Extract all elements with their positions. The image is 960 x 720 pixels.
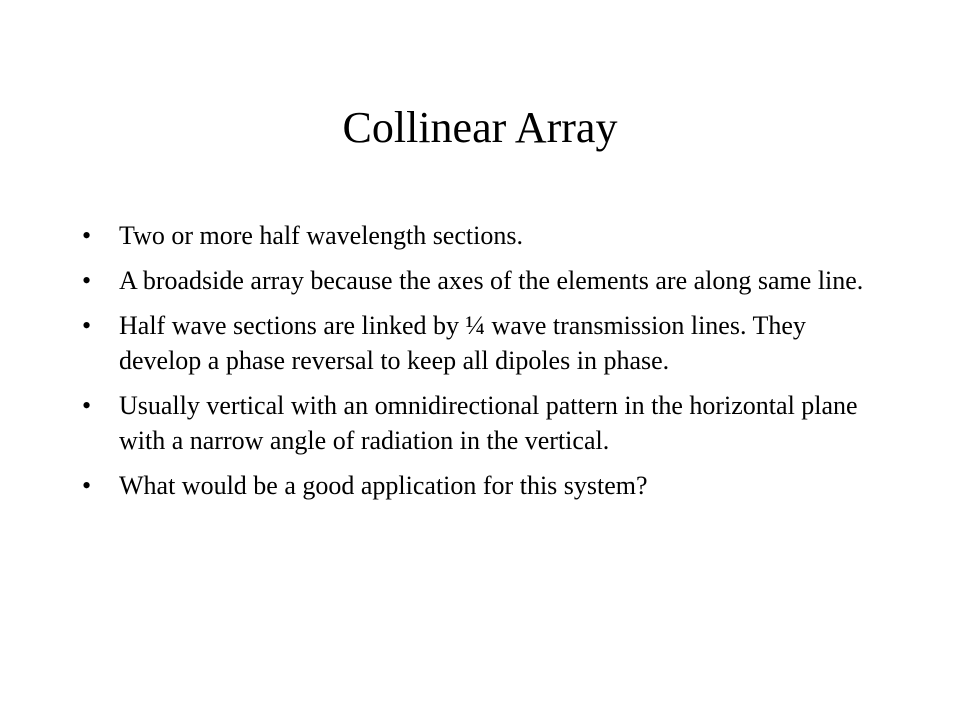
bullet-text: Usually vertical with an omnidirectional pattern in the horizontal plane with a narrow angle of radiation in the vertical. [119, 391, 858, 455]
bullet-marker: • [82, 471, 92, 500]
bullet-list [82, 218, 882, 513]
bullet-text: Half wave sections are linked by ¼ wave transmission lines. They develop a phase reversal to keep all dipoles in phase. [119, 311, 806, 375]
bullet-marker: • [82, 266, 92, 295]
bullet-marker: • [82, 221, 92, 250]
bullet-item [82, 218, 882, 253]
bullet-text: What would be a good application for this system? [119, 471, 648, 500]
bullet-text: Two or more half wavelength sections. [119, 221, 523, 250]
bullet-text: A broadside array because the axes of the elements are along same line. [119, 266, 864, 295]
bullet-marker: • [82, 391, 92, 420]
bullet-item [82, 468, 882, 503]
bullet-item [82, 263, 882, 298]
bullet-marker: • [82, 311, 92, 340]
slide-title: Collinear Array [342, 103, 618, 152]
bullet-item [82, 308, 882, 378]
bullet-item [82, 388, 882, 458]
